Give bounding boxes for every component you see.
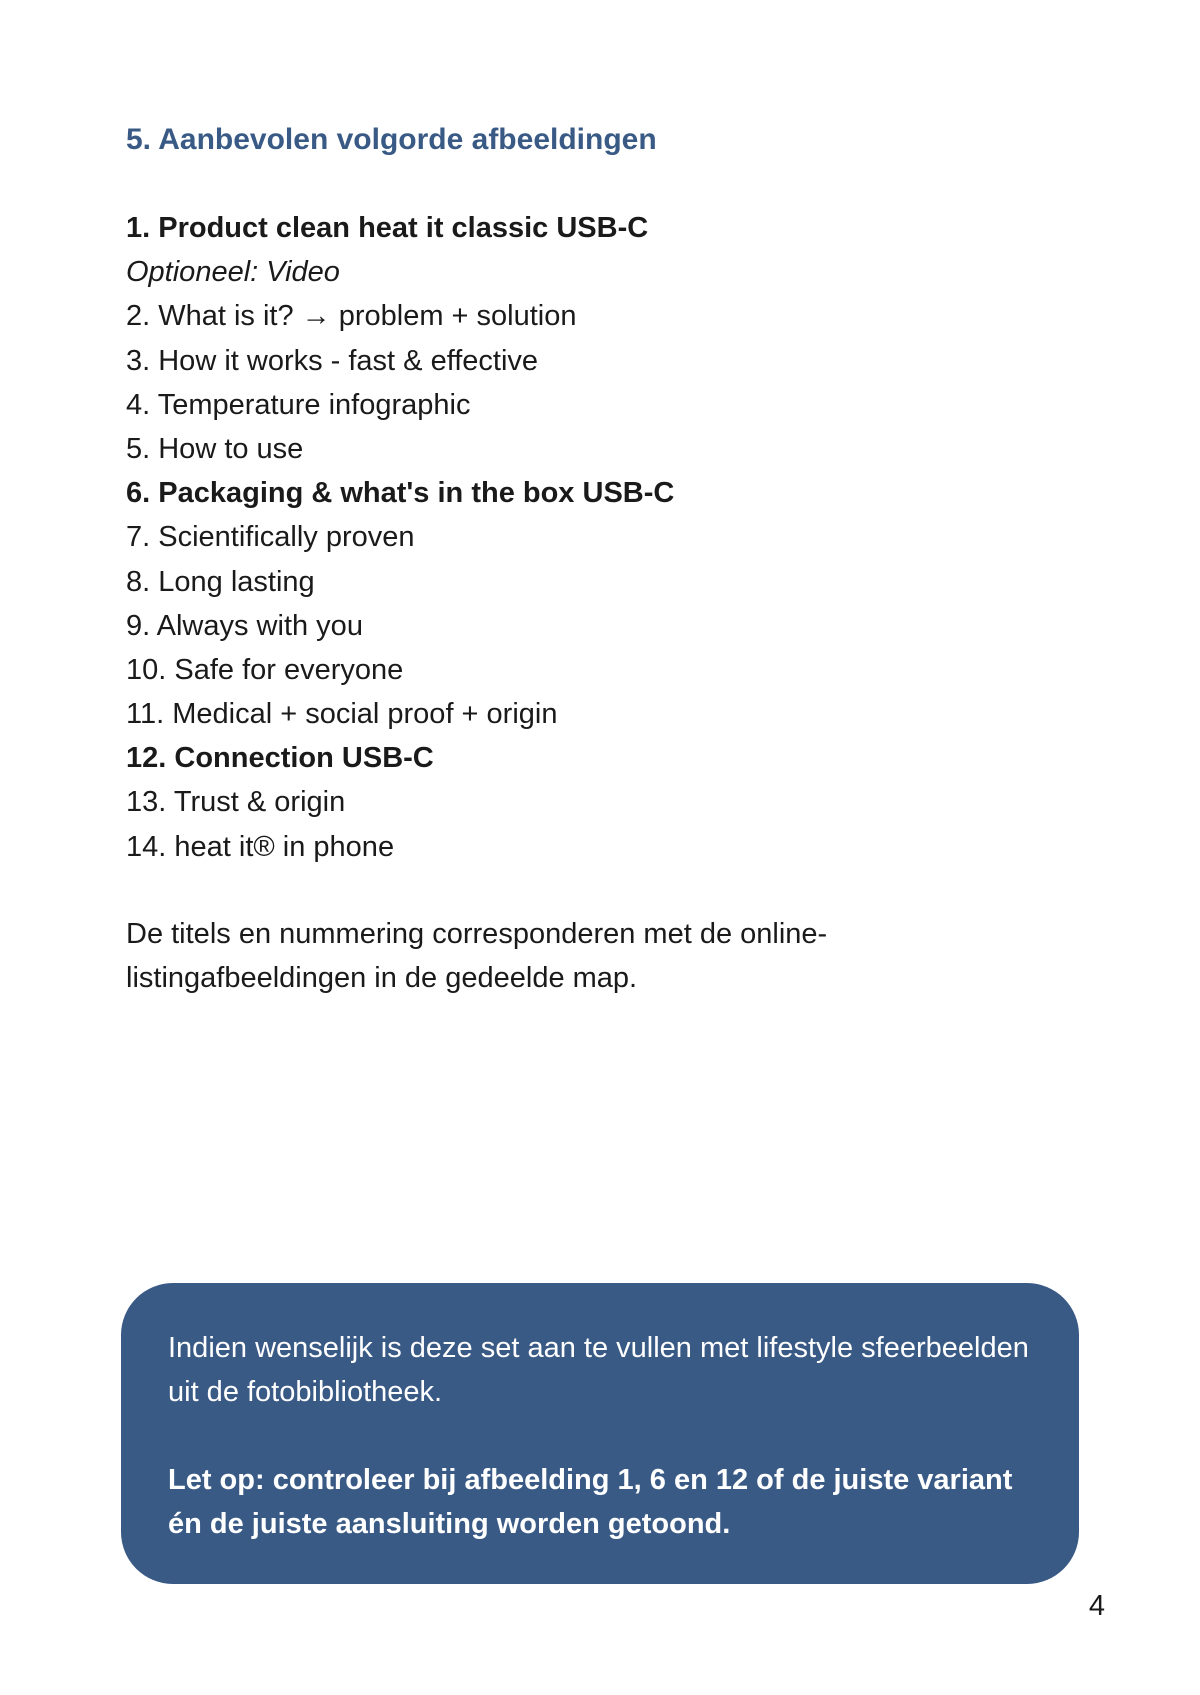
list-item: 9. Always with you <box>126 609 363 642</box>
list-item: 13. Trust & origin <box>126 786 346 819</box>
list-item: 8. Long lasting <box>126 565 315 598</box>
list-item: 1. Product clean heat it classic USB-C <box>126 212 649 244</box>
callout-text: Indien wenselijk is deze set aan te vullen met lifestyle sfeerbeelden uit de fotobibliotheek. <box>168 1332 1029 1408</box>
callout-warning: Let op: controleer bij afbeelding 1, 6 en 12 of de juiste variant én de juiste aansluiting worden getoond. <box>168 1464 1013 1540</box>
list-item: 7. Scientifically proven <box>126 521 415 554</box>
image-order-list <box>126 206 674 869</box>
list-item: 12. Connection USB-C <box>126 742 434 775</box>
list-item: 10. Safe for everyone <box>126 653 404 686</box>
note-paragraph: De titels en nummering corresponderen met de online-listingafbeeldingen in de gedeelde map. <box>126 918 828 994</box>
list-item: 11. Medical + social proof + origin <box>126 698 558 731</box>
list-item: 14. heat it® in phone <box>126 830 395 863</box>
list-item: Optioneel: Video <box>126 256 340 289</box>
list-item: 2. What is it? → problem + solution <box>126 300 577 333</box>
callout-box <box>121 1283 1079 1584</box>
list-item: 6. Packaging & what's in the box USB-C <box>126 477 675 510</box>
list-item: 5. How to use <box>126 432 304 465</box>
list-item: 3. How it works - fast & effective <box>126 344 539 377</box>
section-title: 5. Aanbevolen volgorde afbeeldingen <box>126 123 657 156</box>
list-item: 4. Temperature infographic <box>126 388 471 421</box>
page-number: 4 <box>1088 1590 1105 1622</box>
